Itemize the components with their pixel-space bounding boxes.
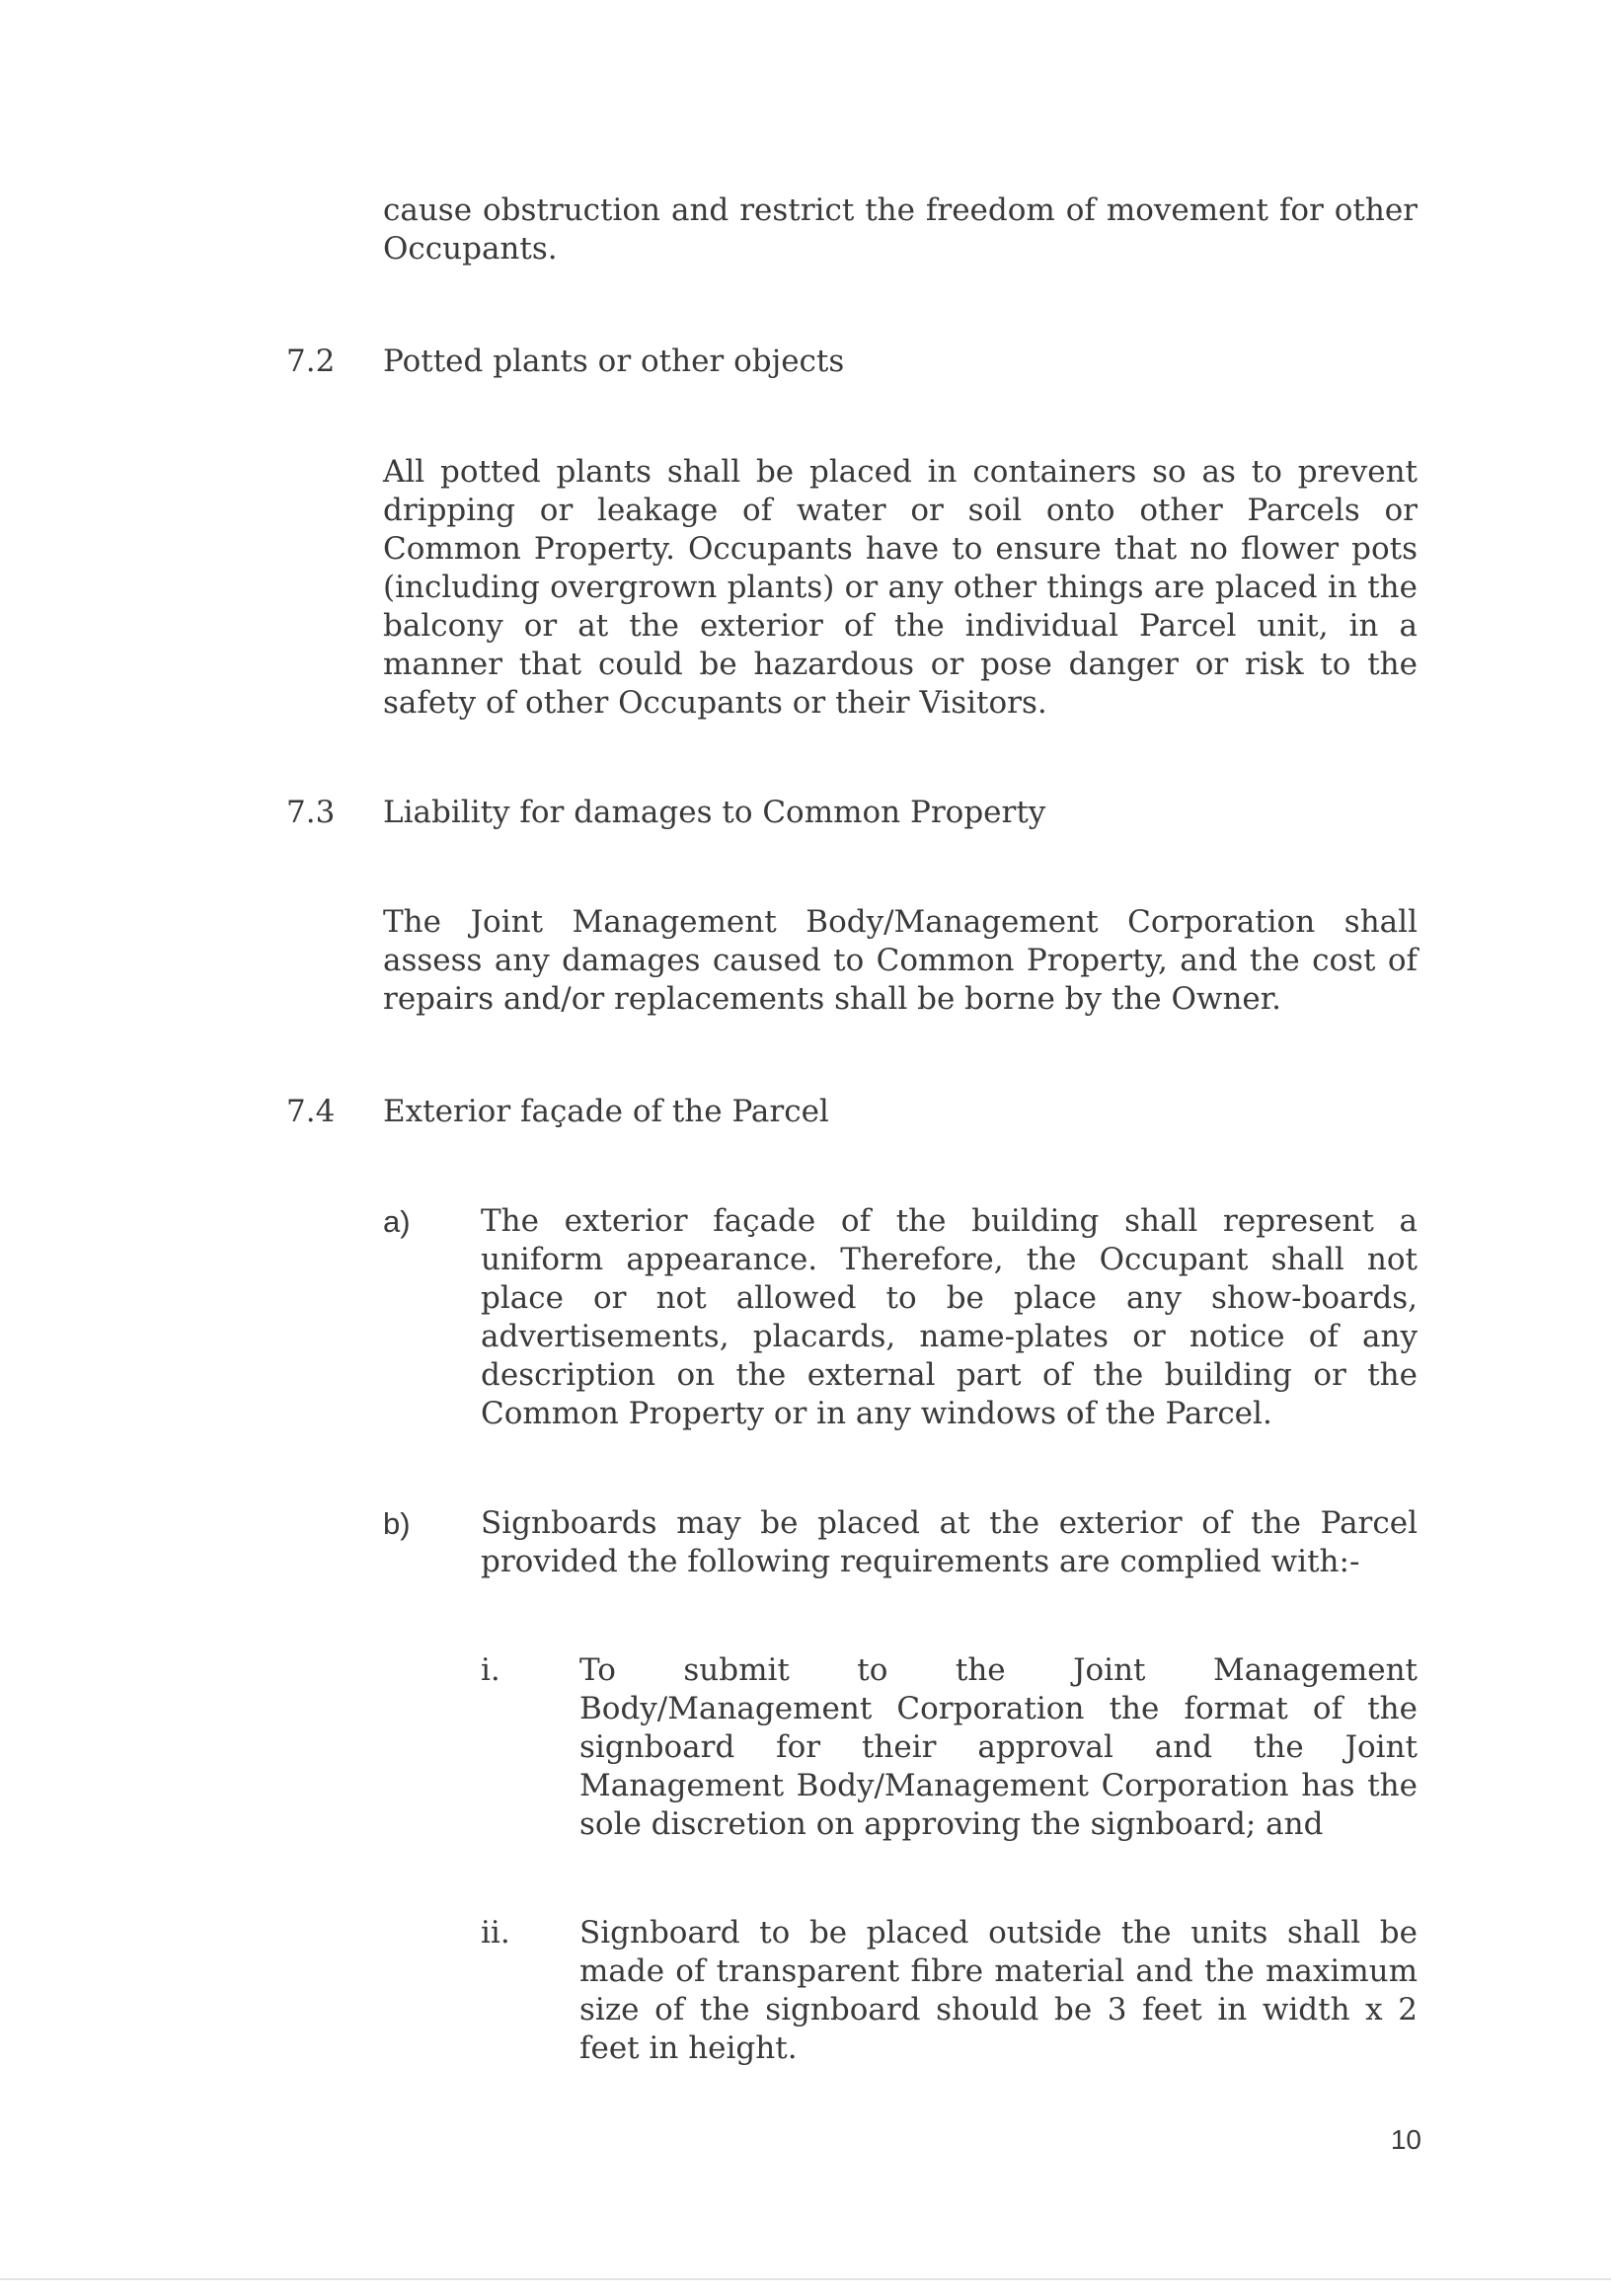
section-7-2-body: All potted plants shall be placed in containers so as to prevent dripping or leakage of water or soil onto other Parcels or Common Property. Occupants have to ensure that no flower pots (including overgrown plants) or any other things are placed in the balcony or at the exterior of the individual Parcel unit, in a manner that could be hazardous or pose danger or risk to the safety of other Occupants or their Visitors. xyxy=(383,454,1418,721)
section-7-4-heading: Exterior façade of the Parcel xyxy=(383,1094,829,1129)
section-7-3-heading: Liability for damages to Common Property xyxy=(383,795,1046,830)
subitem-ii-text: Signboard to be placed outside the units shall be made of transparent fibre material and the maximum size of the signboard should be 3 feet in width x 2 feet in height. xyxy=(579,1915,1418,2066)
item-a-label: a) xyxy=(383,1204,411,1239)
item-b-text: Signboards may be placed at the exterior of the Parcel provided the following requirements are complied with:- xyxy=(481,1505,1418,1579)
section-7-4-number: 7.4 xyxy=(286,1094,336,1129)
item-b-label: b) xyxy=(383,1506,411,1541)
section-7-3-number: 7.3 xyxy=(286,795,336,830)
continuation-paragraph: cause obstruction and restrict the freedom of movement for other Occupants. xyxy=(383,192,1418,267)
subitem-ii-label: ii. xyxy=(481,1915,510,1951)
page-number: 10 xyxy=(1390,2124,1421,2155)
subitem-i-text: To submit to the Joint Management Body/Management Corporation the format of the signboard for their approval and the Joint Management Body/Management Corporation has the sole discretion on approving the signboard; and xyxy=(579,1652,1418,1842)
section-7-2-number: 7.2 xyxy=(286,344,336,379)
section-7-3-body: The Joint Management Body/Management Corporation shall assess any damages caused to Common Property, and the cost of repairs and/or replacements shall be borne by the Owner. xyxy=(383,904,1418,1017)
item-a-text: The exterior façade of the building shall represent a uniform appearance. Therefore, the Occupant shall not place or not allowed to be place any show-boards, advertisements, placards, name-plates or notice of any description on the external part of the building or the Common Property or in any windows of the Parcel. xyxy=(481,1203,1418,1431)
subitem-i-label: i. xyxy=(481,1652,500,1688)
section-7-2-heading: Potted plants or other objects xyxy=(383,344,845,379)
bottom-scan-edge xyxy=(0,2278,1611,2280)
